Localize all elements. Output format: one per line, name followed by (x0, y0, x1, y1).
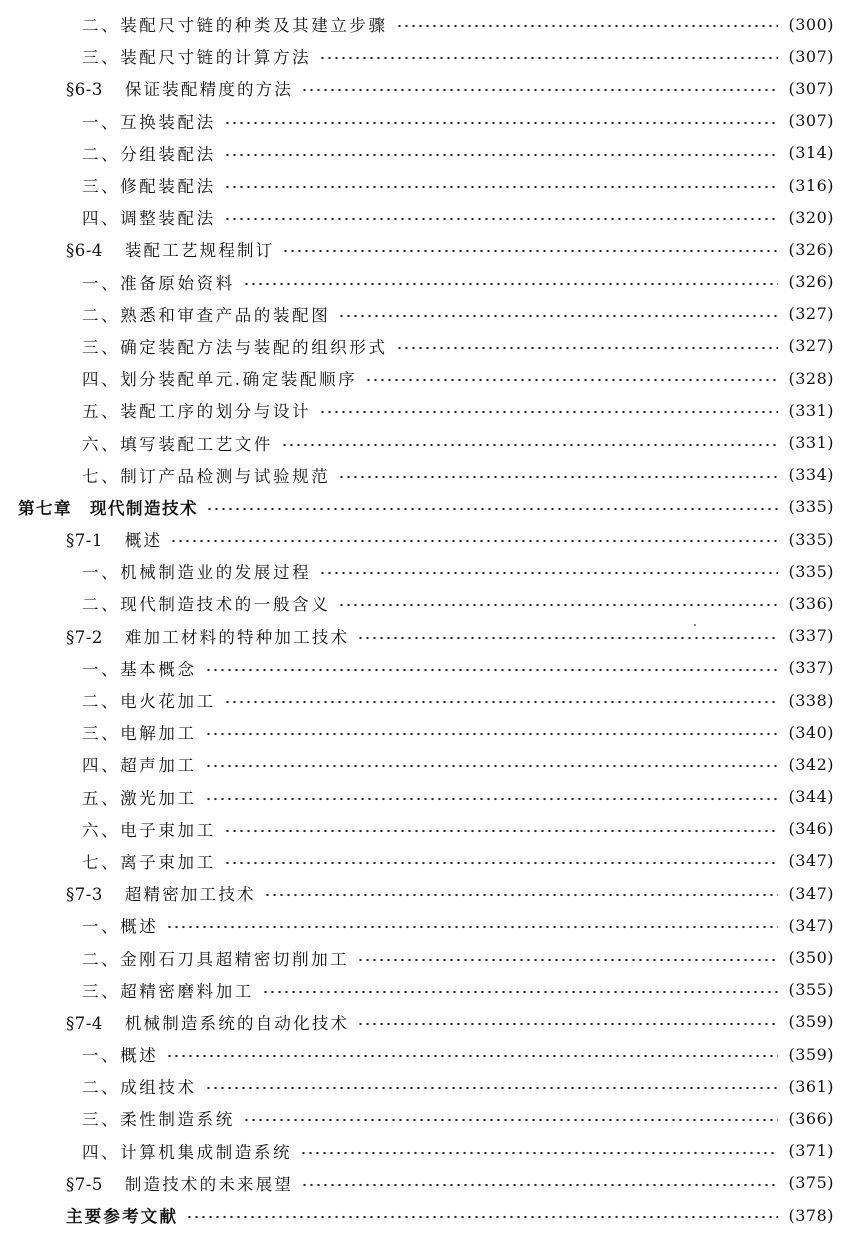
toc-page-number: (344) (788, 787, 834, 807)
toc-entry-text: 二、金刚石刀具超精密切削加工 (82, 949, 350, 969)
toc-entry-text: 主要参考文献 (66, 1207, 179, 1227)
dot-leader (205, 797, 779, 801)
toc-entry-text: 七、离子束加工 (82, 852, 216, 872)
dot-leader (166, 1054, 778, 1058)
toc-entry-text: 概述 (124, 531, 163, 551)
toc-entry-title (82, 334, 388, 358)
toc-section-number: §7-3 (66, 885, 103, 905)
dot-leader (365, 378, 778, 382)
toc-entry-title (66, 76, 293, 100)
dot-leader (224, 121, 779, 125)
toc-entry-title (66, 881, 256, 905)
toc-entry-title (82, 688, 216, 712)
toc-entry-text: 三、装配尺寸链的计算方法 (82, 48, 312, 68)
dot-leader (186, 1215, 778, 1219)
toc-entry-text: 难加工材料的特种加工技术 (124, 627, 350, 647)
toc-section-entry (0, 1006, 864, 1038)
toc-page-number: (326) (788, 272, 834, 292)
toc-entry-title (82, 1106, 235, 1130)
toc-entry-title (82, 946, 349, 970)
toc-entry-text: 制造技术的未来展望 (124, 1174, 294, 1194)
toc-entry-title (82, 817, 216, 841)
toc-entry-title (18, 495, 198, 519)
toc-page-number: (320) (788, 207, 834, 227)
toc-entry-text: 保证装配精度的方法 (124, 80, 294, 100)
toc-subsection-entry (0, 652, 864, 684)
dot-leader (170, 539, 778, 543)
toc-entry-title (82, 720, 197, 744)
stray-print-mark (694, 624, 696, 626)
toc-entry-text: 二、熟悉和审查产品的装配图 (82, 305, 331, 325)
toc-page-number: (342) (788, 754, 834, 774)
toc-entry-title (66, 237, 274, 261)
toc-entry-text: 二、成组技术 (82, 1078, 197, 1098)
dot-leader (264, 893, 779, 897)
toc-entry-title (82, 463, 330, 487)
dot-leader (300, 1151, 778, 1155)
toc-page-number: (338) (788, 690, 834, 710)
toc-subsection-entry (0, 781, 864, 813)
toc-page-number: (335) (788, 497, 834, 517)
dot-leader (224, 861, 779, 865)
toc-section-entry (0, 233, 864, 265)
toc-page-number: (307) (788, 46, 834, 66)
toc-subsection-entry (0, 201, 864, 233)
toc-subsection-entry (0, 1038, 864, 1070)
toc-section-number: §7-4 (66, 1013, 103, 1033)
toc-entry-text: 四、计算机集成制造系统 (82, 1142, 293, 1162)
dot-leader (338, 603, 778, 607)
dot-leader (166, 925, 778, 929)
dot-leader (224, 153, 779, 157)
toc-page-number: (337) (788, 658, 834, 678)
toc-page-number: (359) (788, 1012, 834, 1032)
toc-entry-title (82, 1139, 292, 1163)
toc-entry-title (82, 302, 330, 326)
toc-page-number: (327) (788, 336, 834, 356)
toc-entry-title (82, 913, 158, 937)
toc-entry-text: 四、调整装配法 (82, 209, 216, 229)
toc-entry-title (82, 398, 311, 422)
toc-subsection-entry (0, 684, 864, 716)
toc-entry-text: 五、装配工序的划分与设计 (82, 402, 312, 422)
toc-subsection-entry (0, 1135, 864, 1167)
toc-entry-title (82, 559, 311, 583)
toc-entry-title (66, 527, 162, 551)
toc-subsection-entry (0, 941, 864, 973)
toc-subsection-entry (0, 909, 864, 941)
dot-leader (224, 185, 779, 189)
toc-subsection-entry (0, 105, 864, 137)
toc-entry-text: 一、机械制造业的发展过程 (82, 563, 312, 583)
toc-page-number: (347) (788, 883, 834, 903)
toc-section-number: §6-4 (66, 241, 103, 261)
toc-entry-title (82, 173, 216, 197)
toc-entry-title (66, 1171, 293, 1195)
toc-page-number: (366) (788, 1108, 834, 1128)
toc-entry-text: 五、激光加工 (82, 788, 197, 808)
toc-page-number: (336) (788, 593, 834, 613)
toc-page-number: (331) (788, 400, 834, 420)
toc-page-number: (335) (788, 561, 834, 581)
toc-section-number: §7-2 (66, 627, 103, 647)
toc-entry-title (82, 849, 216, 873)
table-of-contents (0, 8, 864, 1231)
dot-leader (262, 990, 779, 994)
dot-leader (224, 829, 779, 833)
toc-subsection-entry (0, 813, 864, 845)
dot-leader (357, 1022, 778, 1026)
toc-subsection-entry (0, 137, 864, 169)
toc-entry-text: 三、修配装配法 (82, 177, 216, 197)
toc-entry-title (82, 366, 357, 390)
toc-entry-title (66, 624, 349, 648)
toc-entry-title (82, 656, 197, 680)
toc-entry-text: 一、准备原始资料 (82, 273, 235, 293)
dot-leader (338, 314, 778, 318)
toc-subsection-entry (0, 266, 864, 298)
toc-page-number: (340) (788, 722, 834, 742)
toc-subsection-entry (0, 587, 864, 619)
toc-page-number: (375) (788, 1173, 834, 1193)
toc-page-number: (350) (788, 948, 834, 968)
toc-subsection-entry (0, 394, 864, 426)
toc-subsection-entry (0, 748, 864, 780)
toc-entry-title (66, 1010, 349, 1034)
toc-page-number: (337) (788, 626, 834, 646)
toc-entry-text: 机械制造系统的自动化技术 (124, 1013, 350, 1033)
dot-leader (243, 282, 779, 286)
toc-page-number: (300) (788, 14, 834, 34)
toc-entry-title (82, 591, 330, 615)
toc-page-number: (378) (788, 1205, 834, 1225)
toc-page-number: (335) (788, 529, 834, 549)
toc-entry-title (82, 1042, 158, 1066)
dot-leader (301, 1183, 778, 1187)
toc-page-number: (331) (788, 433, 834, 453)
toc-entry-title (82, 44, 311, 68)
toc-chapter-entry (0, 491, 864, 523)
toc-subsection-entry (0, 330, 864, 362)
toc-section-entry (0, 877, 864, 909)
toc-entry-text: 六、电子束加工 (82, 820, 216, 840)
toc-entry-text: 二、现代制造技术的一般含义 (82, 595, 331, 615)
toc-subsection-entry (0, 555, 864, 587)
toc-page-number: (361) (788, 1076, 834, 1096)
toc-subsection-entry (0, 459, 864, 491)
toc-entry-title (82, 109, 216, 133)
dot-leader (205, 764, 779, 768)
toc-entry-title (82, 1074, 197, 1098)
toc-entry-text: 六、填写装配工艺文件 (82, 434, 273, 454)
dot-leader (224, 700, 779, 704)
toc-section-entry (0, 1167, 864, 1199)
toc-section-entry (0, 72, 864, 104)
toc-entry-text: 一、基本概念 (82, 659, 197, 679)
dot-leader (396, 346, 779, 350)
toc-subsection-entry (0, 40, 864, 72)
toc-page-number: (326) (788, 239, 834, 259)
toc-subsection-entry (0, 169, 864, 201)
toc-entry-text: 四、划分装配单元.确定装配顺序 (82, 370, 358, 390)
toc-entry-text: 二、分组装配法 (82, 144, 216, 164)
dot-leader (357, 636, 778, 640)
dot-leader (338, 475, 778, 479)
toc-entry-title (82, 978, 254, 1002)
dot-leader (243, 1118, 779, 1122)
toc-page-number: (334) (788, 465, 834, 485)
toc-section-entry (0, 523, 864, 555)
toc-subsection-entry (0, 1102, 864, 1134)
toc-entry-text: 一、互换装配法 (82, 112, 216, 132)
toc-page-number: (347) (788, 915, 834, 935)
toc-page-number: (316) (788, 175, 834, 195)
dot-leader (319, 56, 778, 60)
toc-entry-text: 三、电解加工 (82, 724, 197, 744)
toc-subsection-entry (0, 362, 864, 394)
dot-leader (205, 668, 779, 672)
toc-references-entry (0, 1199, 864, 1231)
dot-leader (224, 217, 779, 221)
toc-entry-title (82, 141, 216, 165)
toc-entry-text: 二、电火花加工 (82, 692, 216, 712)
toc-entry-text: 三、确定装配方法与装配的组织形式 (82, 337, 388, 357)
toc-entry-text: 一、概述 (82, 1046, 159, 1066)
toc-page-number: (307) (788, 111, 834, 131)
toc-page-number: (307) (788, 78, 834, 98)
toc-page-number: (314) (788, 143, 834, 163)
toc-subsection-entry (0, 8, 864, 40)
toc-subsection-entry (0, 845, 864, 877)
dot-leader (282, 249, 778, 253)
toc-subsection-entry (0, 716, 864, 748)
toc-entry-text: 一、概述 (82, 917, 159, 937)
toc-entry-text: 三、柔性制造系统 (82, 1110, 235, 1130)
toc-section-number: §6-3 (66, 80, 103, 100)
toc-entry-text: 第七章 现代制造技术 (18, 498, 198, 518)
toc-entry-title (66, 1203, 178, 1227)
dot-leader (301, 88, 778, 92)
toc-section-entry (0, 620, 864, 652)
toc-entry-text: 超精密加工技术 (124, 885, 256, 905)
toc-subsection-entry (0, 426, 864, 458)
toc-entry-text: 七、制订产品检测与试验规范 (82, 466, 331, 486)
dot-leader (357, 958, 778, 962)
dot-leader (319, 410, 778, 414)
dot-leader (206, 507, 778, 511)
toc-entry-text: 二、装配尺寸链的种类及其建立步骤 (82, 16, 388, 36)
toc-entry-text: 三、超精密磨料加工 (82, 981, 254, 1001)
dot-leader (205, 1086, 779, 1090)
toc-page-number: (347) (788, 851, 834, 871)
toc-section-number: §7-1 (66, 531, 103, 551)
toc-subsection-entry (0, 298, 864, 330)
toc-page-number: (327) (788, 304, 834, 324)
toc-subsection-entry (0, 1070, 864, 1102)
toc-page-number: (359) (788, 1044, 834, 1064)
toc-subsection-entry (0, 974, 864, 1006)
toc-entry-title (82, 431, 273, 455)
toc-section-number: §7-5 (66, 1174, 103, 1194)
toc-entry-title (82, 205, 216, 229)
toc-page-number: (371) (788, 1141, 834, 1161)
dot-leader (205, 732, 779, 736)
toc-entry-title (82, 270, 235, 294)
dot-leader (319, 571, 778, 575)
toc-entry-title (82, 785, 197, 809)
toc-page-number: (328) (788, 368, 834, 388)
toc-entry-title (82, 12, 388, 36)
dot-leader (396, 24, 779, 28)
toc-entry-title (82, 752, 197, 776)
toc-page-number: (346) (788, 819, 834, 839)
toc-page-number: (355) (788, 980, 834, 1000)
toc-entry-text: 四、超声加工 (82, 756, 197, 776)
toc-entry-text: 装配工艺规程制订 (124, 241, 275, 261)
dot-leader (281, 443, 778, 447)
